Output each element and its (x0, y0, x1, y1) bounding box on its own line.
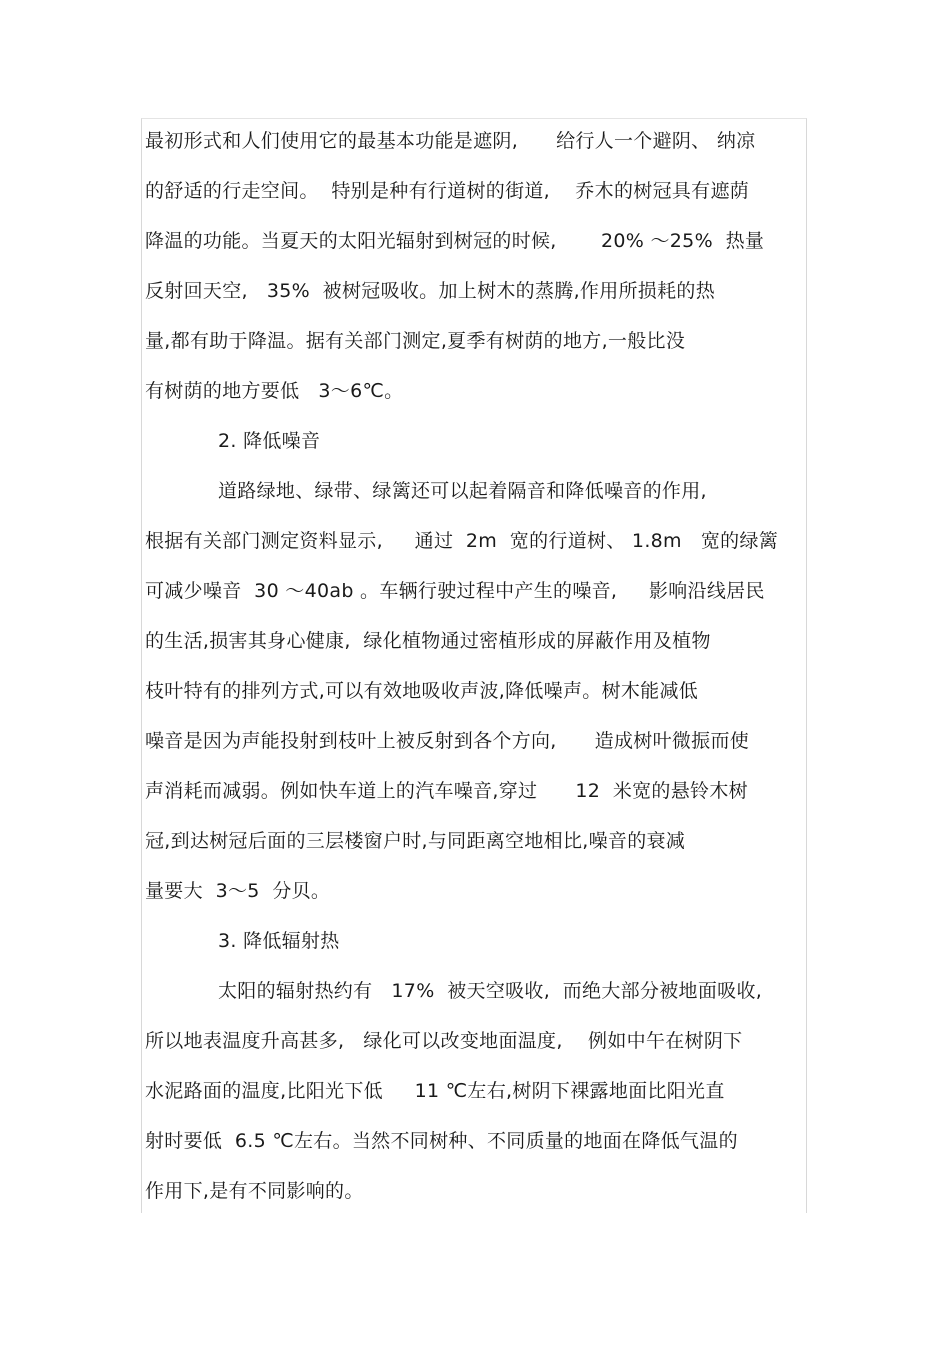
text-line: 量,都有助于降温。据有关部门测定,夏季有树荫的地方,一般比没 (145, 330, 686, 352)
text-line: 声消耗而减弱。例如快车道上的汽车噪音,穿过 12 米宽的悬铃木树 (145, 780, 748, 802)
text-line: 太阳的辐射热约有 17% 被天空吸收, 而绝大部分被地面吸收, (218, 980, 763, 1002)
text-line: 降温的功能。当夏天的太阳光辐射到树冠的时候, 20% ～25% 热量 (145, 230, 765, 252)
text-line: 反射回天空, 35% 被树冠吸收。加上树木的蒸腾,作用所损耗的热 (145, 280, 716, 302)
text-line: 所以地表温度升高甚多, 绿化可以改变地面温度, 例如中午在树阴下 (145, 1030, 743, 1052)
text-line: 量要大 3～5 分贝。 (145, 880, 331, 902)
text-line: 可减少噪音 30 ～40ab 。车辆行驶过程中产生的噪音, 影响沿线居民 (145, 580, 765, 602)
text-line: 的舒适的行走空间。 特别是种有行道树的街道, 乔木的树冠具有遮荫 (145, 180, 750, 202)
text-line: 有树荫的地方要低 3～6℃。 (145, 380, 404, 402)
section-heading: 3. 降低辐射热 (218, 930, 340, 952)
text-line: 作用下,是有不同影响的。 (145, 1180, 364, 1202)
section-heading: 2. 降低噪音 (218, 430, 321, 452)
text-line: 射时要低 6.5 ℃左右。当然不同树种、不同质量的地面在降低气温的 (145, 1130, 738, 1152)
text-line: 根据有关部门测定资料显示, 通过 2m 宽的行道树、 1.8m 宽的绿篱 (145, 530, 779, 552)
text-line: 最初形式和人们使用它的最基本功能是遮阴, 给行人一个避阴、 纳凉 (145, 130, 756, 152)
text-line: 冠,到达树冠后面的三层楼窗户时,与同距离空地相比,噪音的衰减 (145, 830, 686, 852)
text-line: 水泥路面的温度,比阳光下低 11 ℃左右,树阴下裸露地面比阳光直 (145, 1080, 725, 1102)
text-line: 道路绿地、绿带、绿篱还可以起着隔音和降低噪音的作用, (218, 480, 707, 502)
text-line: 枝叶特有的排列方式,可以有效地吸收声波,降低噪声。树木能减低 (145, 680, 699, 702)
text-line: 噪音是因为声能投射到枝叶上被反射到各个方向, 造成树叶微振而使 (145, 730, 750, 752)
text-line: 的生活,损害其身心健康, 绿化植物通过密植形成的屏蔽作用及植物 (145, 630, 711, 652)
